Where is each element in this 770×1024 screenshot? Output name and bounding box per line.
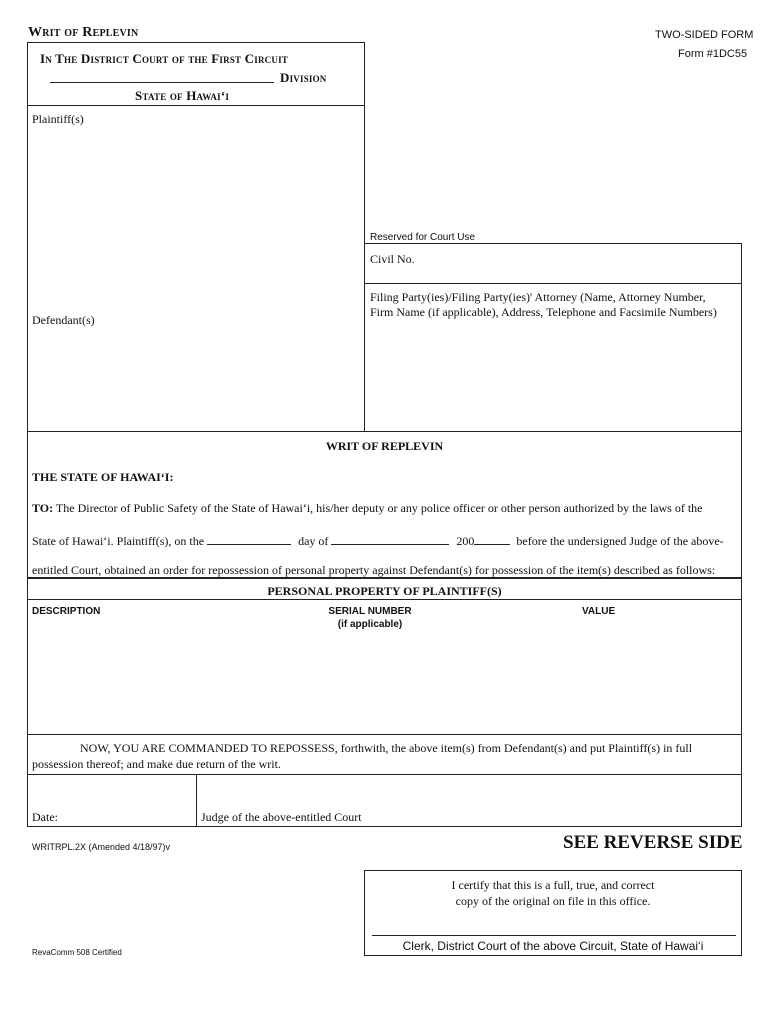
to-paragraph: [32, 501, 738, 516]
year-blank[interactable]: [474, 532, 510, 545]
state-label: State of Hawai‘i: [135, 88, 230, 103]
see-reverse-side: SEE REVERSE SIDE: [563, 832, 743, 853]
defendant-label: Defendant(s): [32, 313, 95, 327]
revacomm-note: RevaComm 508 Certified: [32, 948, 122, 957]
civil-no-box[interactable]: [364, 243, 742, 284]
form-number: Form #1DC55: [678, 48, 748, 60]
plaintiff-field[interactable]: [30, 128, 362, 298]
date-label: Date:: [32, 810, 58, 824]
form-code: WRITRPL.2X (Amended 4/18/97)v: [32, 842, 171, 852]
date-line: [32, 532, 724, 549]
to-text: The Director of Public Safety of the State of Hawai‘i, his/her deputy or any police officer or other person authorized by the laws of the: [55, 501, 703, 515]
date-line-text-a: State of Hawai‘i. Plaintiff(s), on the: [32, 534, 205, 548]
clerk-label: Clerk, District Court of the above Circuit, State of Hawai‘i: [402, 939, 704, 953]
certify-line2: copy of the original on file in this office.: [455, 894, 651, 908]
state-heading: THE STATE OF HAWAI‘I:: [32, 470, 174, 484]
date-line-text-b: day of: [298, 534, 329, 548]
date-line-text-c: 200: [456, 534, 475, 548]
col-serial: SERIAL NUMBER: [328, 606, 412, 617]
col-description: DESCRIPTION: [32, 606, 101, 617]
writ-heading: WRIT OF REPLEVIN: [325, 439, 444, 453]
day-blank[interactable]: [207, 532, 291, 545]
two-sided-label: TWO-SIDED FORM: [655, 29, 754, 41]
division-blank[interactable]: [50, 70, 274, 83]
order-line: entitled Court, obtained an order for repossession of personal property against Defendant(s) for possession of the item(s) described as follows:: [32, 563, 716, 577]
civil-no-label: Civil No.: [370, 252, 415, 266]
form-title: Writ of Replevin: [28, 25, 139, 40]
defendant-field[interactable]: [30, 330, 362, 426]
date-line-text-d: before the undersigned Judge of the above-: [516, 534, 724, 548]
division-label: Division: [280, 70, 327, 85]
reserved-label: Reserved for Court Use: [370, 232, 476, 243]
property-heading: PERSONAL PROPERTY OF PLAINTIFF(S): [267, 584, 502, 598]
plaintiff-label: Plaintiff(s): [32, 112, 84, 126]
col-value: VALUE: [582, 606, 616, 617]
filing-party-line2: Firm Name (if applicable), Address, Telephone and Facsimile Numbers): [370, 305, 717, 319]
certify-line1: I certify that this is a full, true, and correct: [451, 878, 655, 892]
command-line2: possession thereof; and make due return of the writ.: [32, 757, 281, 771]
clerk-signature-line[interactable]: [372, 935, 736, 936]
judge-label: Judge of the above-entitled Court: [201, 810, 362, 824]
col-serial-note: (if applicable): [337, 619, 403, 630]
property-entry-area[interactable]: [30, 633, 738, 731]
command-line1: NOW, YOU ARE COMMANDED TO REPOSSESS, forthwith, the above item(s) from Defendant(s) and put Plaintiff(s) in full: [80, 741, 693, 755]
court-name: In The District Court of the First Circuit: [40, 51, 288, 66]
month-blank[interactable]: [331, 532, 449, 545]
to-label: TO:: [32, 501, 54, 515]
filing-party-line1: Filing Party(ies)/Filing Party(ies)' Attorney (Name, Attorney Number,: [370, 290, 706, 304]
